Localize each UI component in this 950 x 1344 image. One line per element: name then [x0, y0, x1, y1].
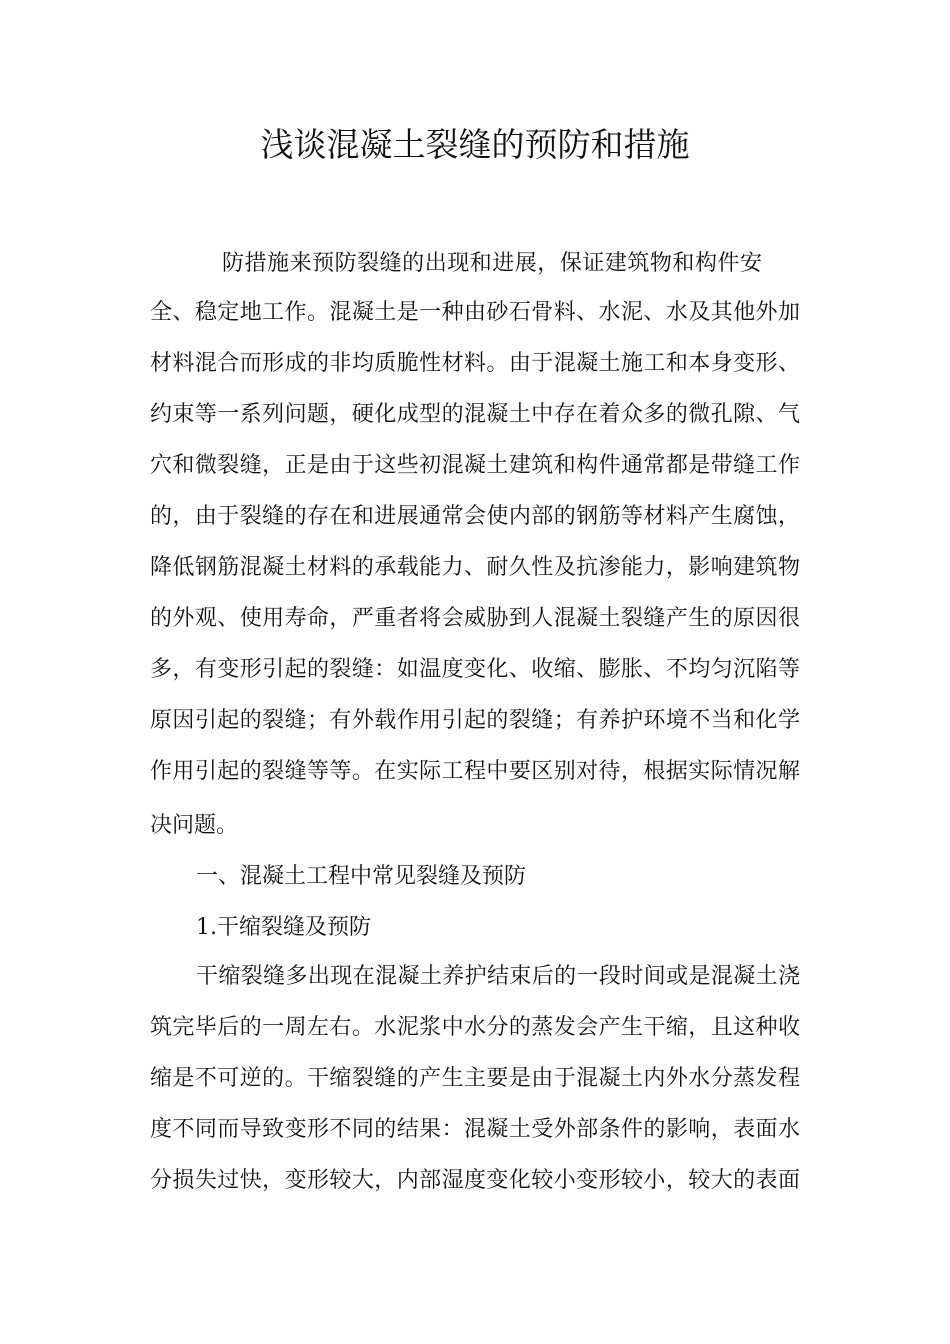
paragraph-line: 决问题。 — [150, 813, 239, 838]
paragraph-line: 约束等一系列问题，硬化成型的混凝土中存在着众多的微孔隙、气 — [150, 402, 800, 427]
paragraph-line: 穴和微裂缝，正是由于这些初混凝土建筑和构件通常都是带缝工作 — [150, 453, 800, 478]
subsection-heading: 1.干缩裂缝及预防 — [196, 915, 371, 940]
paragraph-line: 降低钢筋混凝土材料的承载能力、耐久性及抗渗能力，影响建筑物 — [150, 555, 800, 580]
paragraph-line: 多，有变形引起的裂缝：如温度变化、收缩、膨胀、不均匀沉陷等 — [150, 657, 800, 682]
section-heading: 一、混凝土工程中常见裂缝及预防 — [196, 864, 527, 889]
paragraph-line: 材料混合而形成的非均质脆性材料。由于混凝土施工和本身变形、 — [150, 351, 800, 376]
paragraph-line: 筑完毕后的一周左右。水泥浆中水分的蒸发会产生干缩，且这种收 — [150, 1015, 800, 1040]
paragraph-line: 度不同而导致变形不同的结果：混凝土受外部条件的影响，表面水 — [150, 1117, 800, 1142]
paragraph-line: 防措施来预防裂缝的出现和进展，保证建筑物和构件安 — [222, 251, 762, 276]
paragraph-line: 原因引起的裂缝；有外载作用引起的裂缝；有养护环境不当和化学 — [150, 708, 800, 733]
paragraph-line: 缩是不可逆的。干缩裂缝的产生主要是由于混凝土内外水分蒸发程 — [150, 1066, 800, 1091]
paragraph-line: 分损失过快，变形较大，内部湿度变化较小变形较小，较大的表面 — [150, 1168, 800, 1193]
paragraph-line: 的，由于裂缝的存在和进展通常会使内部的钢筋等材料产生腐蚀， — [150, 504, 800, 529]
paragraph-line: 干缩裂缝多出现在混凝土养护结束后的一段时间或是混凝土浇 — [196, 964, 800, 989]
paragraph-line: 作用引起的裂缝等等。在实际工程中要区别对待，根据实际情况解 — [150, 759, 800, 784]
paragraph-line: 全、稳定地工作。混凝土是一种由砂石骨料、水泥、水及其他外加 — [150, 300, 800, 325]
paragraph-line: 的外观、使用寿命，严重者将会威胁到人混凝土裂缝产生的原因很 — [150, 606, 800, 631]
document-title: 浅谈混凝土裂缝的预防和措施 — [260, 125, 690, 164]
